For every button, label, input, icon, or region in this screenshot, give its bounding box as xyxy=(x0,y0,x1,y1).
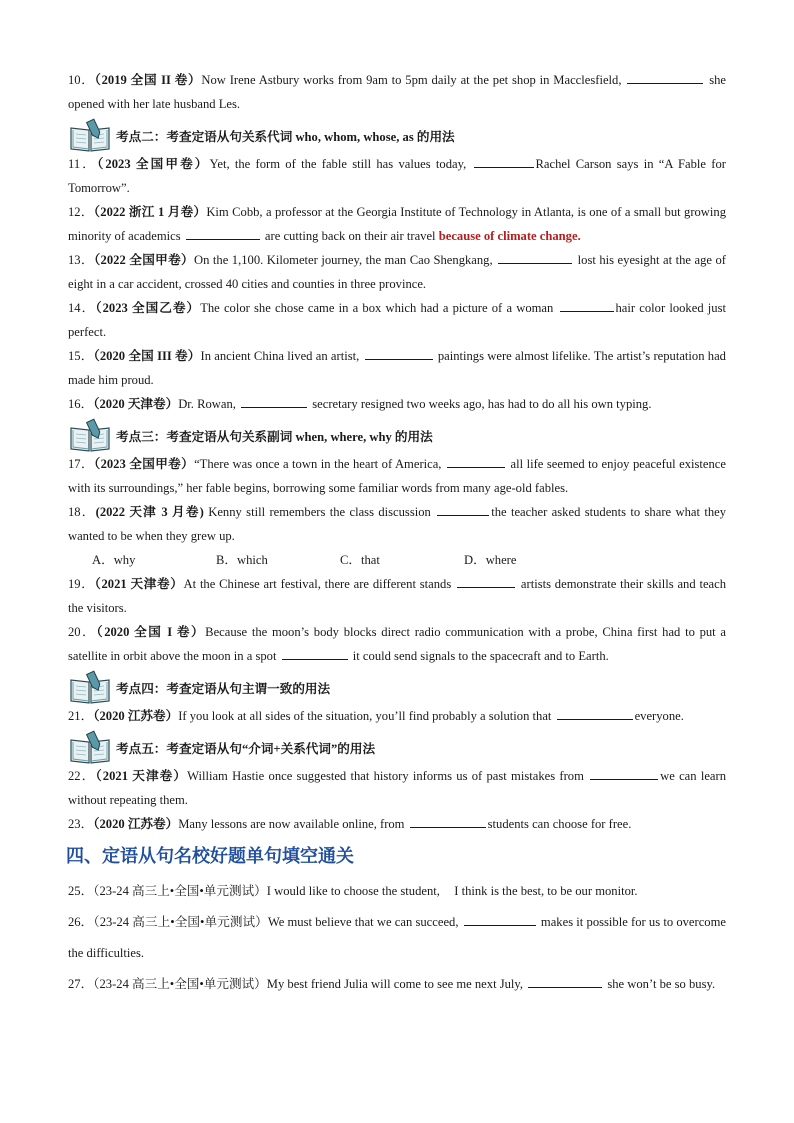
question-18 xyxy=(68,500,726,548)
question-21 xyxy=(68,704,726,728)
question-text: students can choose for free. xyxy=(487,817,632,831)
question-text: all life seemed to enjoy peaceful existence with its surroundings,” her fable begins, borrowing some familiar words from many age-old fables. xyxy=(68,457,726,495)
question-text: The color she chose came in a box which had a picture of a woman xyxy=(200,301,554,315)
question-source: （2020 江苏卷） xyxy=(93,709,179,723)
part-four-title: 四、定语从句名校好题单句填空通关 xyxy=(66,846,354,867)
question-number: 26． xyxy=(68,915,94,929)
answer-blank[interactable] xyxy=(528,974,602,988)
question-source: （2019 全国 II 卷） xyxy=(94,73,202,87)
question-number: 20． xyxy=(68,625,97,639)
book-pen-icon xyxy=(68,418,112,452)
question-17 xyxy=(68,452,726,500)
question-text: On the 1,100. Kilometer journey, the man Cao Shengkang, xyxy=(194,253,493,267)
book-pen-icon xyxy=(68,118,112,152)
option-b[interactable]: B．which xyxy=(216,553,268,567)
question-text: In ancient China lived an artist, xyxy=(200,349,360,363)
question-source: （2022 浙江 1 月卷） xyxy=(93,205,207,219)
option-d[interactable]: D．where xyxy=(464,553,517,567)
question-text: I think is the best, to be our monitor. xyxy=(454,884,638,898)
question-text: Rachel Carson says in “A Fable for Tomorrow”. xyxy=(68,157,726,195)
question-text: we can learn without repeating them. xyxy=(68,769,726,807)
section-title: 考点四：考查定语从句主谓一致的用法 xyxy=(116,681,331,696)
question-text: are cutting back on their air travel xyxy=(264,229,436,243)
question-source: （2020 全国 III 卷） xyxy=(93,349,201,363)
question-text: she won’t be so busy. xyxy=(607,977,716,991)
section-title: 考点二：考查定语从句关系代词 who, whom, whose, as 的用法 xyxy=(116,129,455,144)
question-16 xyxy=(68,392,726,416)
question-number: 23． xyxy=(68,817,94,831)
question-text: paintings were almost lifelike. The artist’s reputation had made him proud. xyxy=(68,349,726,387)
answer-blank[interactable] xyxy=(437,502,489,516)
worksheet-page xyxy=(68,68,726,1000)
question-text: At the Chinese art festival, there are different stands xyxy=(183,577,452,591)
question-source: （23-24 高三上•全国•单元测试） xyxy=(93,977,267,991)
answer-blank[interactable] xyxy=(557,706,633,720)
question-text: makes it possible for us to overcome the difficulties. xyxy=(68,915,726,960)
question-text: hair color looked just perfect. xyxy=(68,301,727,339)
question-number: 17． xyxy=(68,457,94,471)
question-source: （23-24 高三上•全国•单元测试） xyxy=(93,915,268,929)
option-a[interactable]: A．why xyxy=(92,553,136,567)
question-22 xyxy=(68,764,726,812)
answer-blank[interactable] xyxy=(560,298,614,312)
section-header-3 xyxy=(68,418,726,452)
question-text: Kenny still remembers the class discussion xyxy=(208,505,431,519)
book-pen-icon xyxy=(68,730,112,764)
section-title: 考点三：考查定语从句关系副词 when, where, why 的用法 xyxy=(116,429,433,444)
answer-blank[interactable] xyxy=(464,912,536,926)
question-number: 19． xyxy=(68,577,95,591)
answer-blank[interactable] xyxy=(282,646,348,660)
question-number: 11． xyxy=(68,157,97,171)
answer-blank[interactable] xyxy=(474,154,534,168)
highlight-text: because of climate change. xyxy=(438,229,581,243)
question-text: Dr. Rowan, xyxy=(178,397,236,411)
question-text: secretary resigned two weeks ago, has had to do all his own typing. xyxy=(312,397,652,411)
question-source: （2023 全国甲卷） xyxy=(97,157,210,171)
question-13 xyxy=(68,248,726,296)
question-source: （2020 天津卷） xyxy=(93,397,179,411)
answer-blank[interactable] xyxy=(498,250,572,264)
question-26 xyxy=(68,907,726,969)
question-source: （2020 江苏卷） xyxy=(93,817,179,831)
question-text: she opened with her late husband Les. xyxy=(68,73,726,111)
question-text: Many lessons are now available online, from xyxy=(178,817,405,831)
question-text: My best friend Julia will come to see me next July, xyxy=(266,977,524,991)
answer-blank[interactable] xyxy=(627,70,703,84)
question-10 xyxy=(68,68,726,116)
book-pen-icon xyxy=(68,670,112,704)
section-header-2 xyxy=(68,118,726,152)
question-number: 15． xyxy=(68,349,94,363)
answer-blank[interactable] xyxy=(365,346,433,360)
question-number: 12． xyxy=(68,205,94,219)
question-14 xyxy=(68,296,726,344)
question-source: （2022 全国甲卷） xyxy=(93,253,194,267)
question-11 xyxy=(68,152,726,200)
question-number: 22． xyxy=(68,769,96,783)
answer-blank[interactable] xyxy=(590,766,658,780)
answer-blank[interactable] xyxy=(186,226,260,240)
question-20 xyxy=(68,620,726,668)
section-title: 考点五：考查定语从句“介词+关系代词”的用法 xyxy=(116,741,376,756)
question-number: 18． xyxy=(68,505,96,519)
question-25 xyxy=(68,876,726,907)
question-27 xyxy=(68,969,726,1000)
question-text: everyone. xyxy=(634,709,684,723)
question-source: （2021 天津卷） xyxy=(94,577,184,591)
option-c[interactable]: C．that xyxy=(340,553,380,567)
question-source: （2023 全国甲卷） xyxy=(93,457,195,471)
question-source: （2021 天津卷） xyxy=(95,769,188,783)
section-header-4 xyxy=(68,670,726,704)
question-text: “There was once a town in the heart of America, xyxy=(194,457,442,471)
question-text: I would like to choose the student, xyxy=(266,884,440,898)
question-text: lost his eyesight at the age of eight in a car accident, crossed 40 cities and counties in three province. xyxy=(68,253,726,291)
question-source: (2022 天津 3 月卷) xyxy=(95,505,204,519)
question-text: it could send signals to the spacecraft and to Earth. xyxy=(352,649,609,663)
question-text: Yet, the form of the fable still has values today, xyxy=(209,157,467,171)
question-12 xyxy=(68,200,726,248)
question-number: 14． xyxy=(68,301,96,315)
section-header-5 xyxy=(68,730,726,764)
question-number: 27． xyxy=(68,977,94,991)
question-15 xyxy=(68,344,726,392)
question-text: Kim Cobb, a professor at the Georgia Institute of Technology in Atlanta, is one of a small but growing minority of academics xyxy=(68,205,726,243)
question-number: 25． xyxy=(68,884,94,898)
question-text: Now Irene Astbury works from 9am to 5pm daily at the pet shop in Macclesfield, xyxy=(201,73,622,87)
question-source: （2023 全国乙卷） xyxy=(95,301,201,315)
answer-blank[interactable] xyxy=(457,574,515,588)
question-text: the teacher asked students to share what they wanted to be when they grew up. xyxy=(68,505,727,543)
question-source: （23-24 高三上•全国•单元测试） xyxy=(93,884,267,898)
question-text: If you look at all sides of the situation, you’ll find probably a solution that xyxy=(178,709,552,723)
answer-blank[interactable] xyxy=(447,454,505,468)
question-23 xyxy=(68,812,726,836)
question-text: William Hastie once suggested that history informs us of past mistakes from xyxy=(187,769,584,783)
question-number: 21． xyxy=(68,709,94,723)
question-text: Because the moon’s body blocks direct radio communication with a probe, China first had to put a satellite in orbit above the moon in a spot xyxy=(68,625,727,663)
question-text: artists demonstrate their skills and teach the visitors. xyxy=(68,577,727,615)
question-source: （2020 全国 I 卷） xyxy=(96,625,206,639)
answer-options xyxy=(68,548,726,572)
question-text: We must believe that we can succeed, xyxy=(267,915,459,929)
question-number: 13． xyxy=(68,253,94,267)
question-number: 10． xyxy=(68,73,95,87)
question-19 xyxy=(68,572,726,620)
question-number: 16． xyxy=(68,397,94,411)
answer-blank[interactable] xyxy=(410,814,486,828)
answer-blank[interactable] xyxy=(241,394,307,408)
